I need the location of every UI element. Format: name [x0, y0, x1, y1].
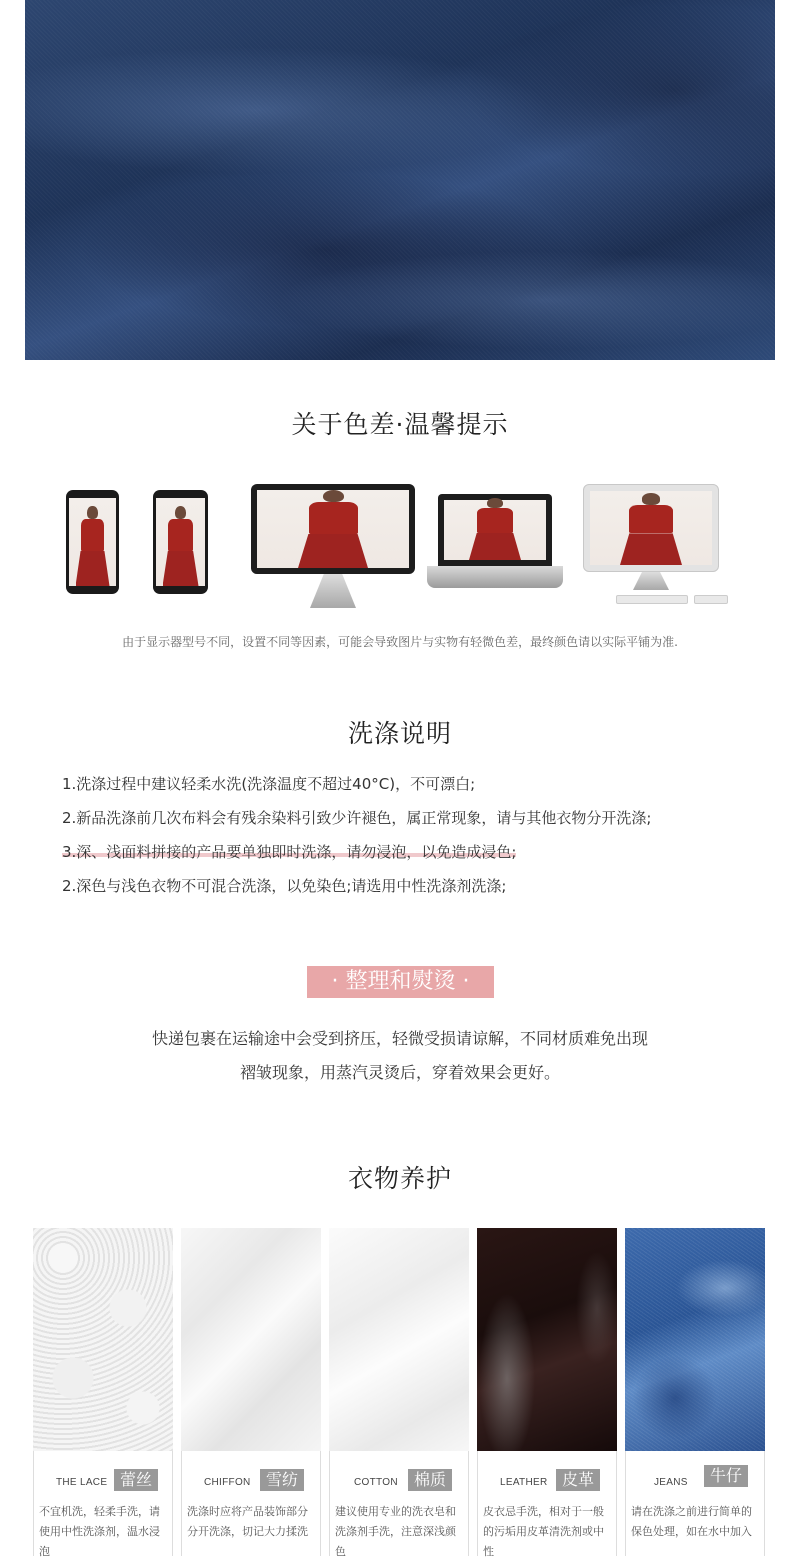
- leather-fabric-image: [477, 1228, 617, 1451]
- washing-item: 2.新品洗涤前几次布料会有残余染料引致少许褪色，属正常现象，请与其他衣物分开洗涤;: [62, 809, 652, 827]
- device-display-illustration: [0, 480, 800, 610]
- color-diff-title: 关于色差·温馨提示: [291, 410, 509, 439]
- care-title: 衣物养护: [347, 1164, 452, 1193]
- trackpad: [694, 595, 728, 604]
- cotton-fabric-image: [329, 1228, 469, 1451]
- fabric-hero-image: [25, 0, 775, 360]
- ironing-text-line2: 褶皱现象，用蒸汽灵烫后，穿着效果会更好。: [239, 1063, 560, 1082]
- washing-item: 2.深色与浅色衣物不可混合洗涤，以免染色;请选用中性洗涤剂洗涤;: [62, 877, 507, 895]
- fabric-care-grid: [33, 1228, 765, 1558]
- care-card-desc: 不宜机洗，轻柔手洗，请使用中性洗涤剂，温水浸泡: [33, 1496, 173, 1556]
- ironing-text-line1: 快递包裹在运输途中会受到挤压，轻微受损请谅解，不同材质难免出现: [151, 1029, 648, 1048]
- care-card-leather: [477, 1228, 617, 1558]
- keyboard: [616, 595, 688, 604]
- care-card-en-label: LEATHER: [500, 1477, 548, 1488]
- washing-item: 1.洗涤过程中建议轻柔水洗(洗涤温度不超过40°C)，不可漂白;: [62, 775, 476, 793]
- ironing-title: · 整理和熨烫 ·: [307, 966, 494, 998]
- washing-title: 洗涤说明: [347, 719, 452, 748]
- care-card-en-label: CHIFFON: [204, 1477, 251, 1488]
- washing-instructions: [62, 773, 762, 909]
- care-card-cn-label: 雪纺: [260, 1469, 304, 1491]
- laptop-device: [438, 494, 552, 566]
- care-card-desc: 皮衣忌手洗，相对于一般的污垢用皮革清洗剂或中性: [477, 1496, 617, 1556]
- care-card-en-label: THE LACE: [56, 1477, 108, 1488]
- dress-figure: [298, 490, 368, 568]
- care-card-cn-label: 蕾丝: [114, 1469, 158, 1491]
- imac-stand: [633, 572, 669, 590]
- washing-item-highlighted: 3.深、浅面料拼接的产品要单独即时洗涤，请勿浸泡，以免造成浸色;: [62, 843, 517, 861]
- chiffon-fabric-image: [181, 1228, 321, 1451]
- monitor-stand: [310, 574, 356, 608]
- care-card-jeans: [625, 1228, 765, 1546]
- dress-figure: [620, 493, 682, 565]
- dress-figure: [469, 498, 521, 560]
- phone-device-2: [153, 490, 208, 594]
- phone-device-1: [66, 490, 119, 594]
- dress-figure: [163, 506, 199, 586]
- imac-device: [583, 484, 719, 572]
- dress-figure: [76, 506, 110, 586]
- laptop-base: [427, 566, 563, 588]
- monitor-device: [251, 484, 415, 574]
- care-card-chiffon: [181, 1228, 321, 1546]
- care-card-desc: 请在洗涤之前进行简单的保色处理，如在水中加入: [625, 1496, 765, 1556]
- care-card-desc: 洗涤时应将产品装饰部分分开洗涤，切记大力揉洗: [181, 1496, 321, 1556]
- color-diff-disclaimer: 由于显示器型号不同，设置不同等因素，可能会导致图片与实物有轻微色差，最终颜色请以实际平铺为准.: [122, 635, 678, 649]
- care-card-lace: [33, 1228, 173, 1558]
- lace-fabric-image: [33, 1228, 173, 1451]
- care-card-desc: 建议使用专业的洗衣皂和洗涤剂手洗，注意深浅颜色: [329, 1496, 469, 1556]
- care-card-cotton: [329, 1228, 469, 1558]
- care-card-cn-label: 皮革: [556, 1469, 600, 1491]
- care-card-cn-label: 棉质: [408, 1469, 452, 1491]
- care-card-en-label: COTTON: [354, 1477, 398, 1488]
- care-card-cn-label: 牛仔: [704, 1465, 748, 1487]
- care-card-en-label: JEANS: [654, 1477, 688, 1488]
- jeans-fabric-image: [625, 1228, 765, 1451]
